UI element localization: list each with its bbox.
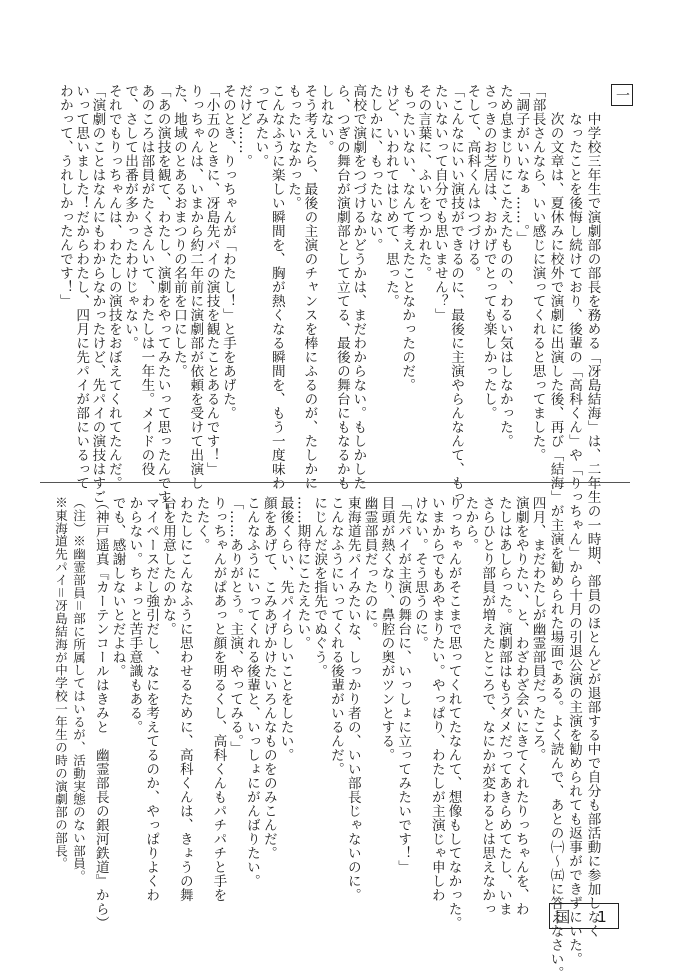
upper-line: いって思いました！だからわたし、四月に先パイが部にいるって (73, 84, 90, 490)
upper-line: で、さして出番が多かったわけじゃない。 (122, 84, 139, 350)
lower-line: 目頭が熱くなり、鼻腔の奥がツンとする。 (378, 496, 395, 762)
lower-line: こんなふうにいってくれる後輩と、いっしょにがんばりたい。 (243, 496, 260, 888)
lower-line: 「……ありがとう。主演、やってみる。」 (227, 496, 244, 756)
lower-line: たたく。 (193, 496, 210, 552)
upper-line: 「演劇のことはなんにもわからなかったけど、先パイの演技はすご (89, 84, 106, 504)
upper-line: そう考えたら、最後の主演のチャンスを棒にふるのが、たしかに (301, 84, 318, 490)
footnote-line: （注）※幽霊部員＝部に所属してはいるが、活動実態のない部員。 (71, 496, 87, 883)
upper-line: それでもりっちゃんは、わたしの演技をおぼえてくれてたんだ。 (105, 84, 122, 490)
upper-line: たしかに、もったいない。 (366, 84, 383, 252)
page-number-badge: 国 1 (549, 903, 619, 929)
intro-line: なったことを後悔し続けており、後輩の「高科くん」や「りっちゃん」から十月の引退公演の主演を勧められても返事ができずにいた。 (566, 112, 583, 966)
lower-line: たから。 (462, 496, 479, 552)
lower-line: ……期待にこたえたい。 (294, 496, 311, 650)
lower-line: マイペースだし強引だし、なにを考えてるのか、やっぱりよくわ (143, 496, 160, 902)
upper-line: ってみたい。 (252, 84, 269, 168)
footnote-line: ※東海道先パイ＝冴島結海が中学校一年生の時の演劇部の部長。 (53, 496, 69, 871)
lower-line: わたしにこんなふうに思わせるために、高科くんは、きょうの舞 (176, 496, 193, 902)
upper-line: 「あの演技を観て、わたし、演劇をやってみたいって思ったんです！ (154, 84, 171, 518)
lower-line: 顔をあげて、こみあげかけたいろんなものをのみこんだ。 (260, 496, 277, 860)
question-number: 一 (611, 84, 633, 106)
upper-line: もったいなかった。 (285, 84, 302, 210)
upper-line: そして、高科くんはつづける。 (464, 84, 481, 280)
upper-line: あのころは部員がたくさんいて、わたしは一年生。メイドの役 (138, 84, 155, 476)
lower-line: 東海道先パイみたいな、しっかり者の、いい部長じゃないのに。 (344, 496, 361, 902)
intro-line: 中学校三年生で演劇部の部長を務める「冴島結海」は、二年生の一時期、部員のほとんどが退部する中で自分も部活動に参加しなく (584, 112, 601, 938)
lower-line: 台を用意したのかな。 (159, 496, 176, 636)
upper-line: もったいない、なんて考えたことなかったのだ。 (399, 84, 416, 392)
upper-line: けど、いわれてはじめて、思った。 (382, 84, 399, 308)
upper-line: しれない。 (317, 84, 334, 154)
upper-line: そのとき、りっちゃんが「わたし！」と手をあげた。 (219, 84, 236, 420)
section-divider (40, 482, 630, 483)
upper-line: ら、つぎの舞台が演劇部として立てる、最後の舞台にもなるかも (333, 84, 350, 490)
upper-line: わかって、うれしかったんです！」 (56, 84, 73, 308)
upper-line: りっちゃんは、いまから約二年前に演劇部が依頼を受けて出演し (187, 84, 204, 490)
upper-line: 「調子がいいなぁ……。」 (513, 84, 530, 246)
lower-line: からない。ちょっと苦手意識もある。 (126, 496, 143, 734)
upper-line: その言葉に、ふいをつかれた。 (415, 84, 432, 280)
lower-line: にじんだ涙を指先でぬぐう。 (311, 496, 328, 678)
lower-line: りっちゃんがそこまで思ってくれてたなんて、想像もしてなかった。 (445, 496, 462, 930)
upper-line: だけど……。 (236, 84, 253, 168)
lower-line: でも、感謝しないとだよね。 (109, 496, 126, 678)
lower-line: りっちゃんがぱあっと顔を明るくし、高科くんもパチパチと手を (210, 496, 227, 902)
upper-line: 「小五のときに、冴島先パイの演技を観たことあるんです！」 (203, 84, 220, 476)
upper-line: こんなふうに楽しい瞬間を、胸が熱くなる瞬間を、もう一度味わ (268, 84, 285, 490)
lower-line: いまからでもあやまりたい。やっぱり、わたしが主演じゃ申しわ (428, 496, 445, 902)
lower-line: 四月、まだわたしが幽霊部員だったころ。 (529, 496, 546, 762)
lower-line: 「先パイが主演の舞台に、いっしょに立ってみたいです！」 (395, 496, 412, 874)
upper-line: ため息まじりにこたえたものの、わるい気はしなかった。 (496, 84, 513, 448)
upper-line: 「部長さんなら、いい感じに演ってくれると思ってました。 (529, 84, 546, 462)
upper-line: さっきのお芝居は、おかげでとっても楽しかったし。 (480, 84, 497, 420)
upper-line: た、地域のとあるおまつりの名前を口にした。 (170, 84, 187, 378)
lower-line: こんなふうにいってくれる後輩がいるんだ。 (327, 496, 344, 776)
upper-line: 「こんなにいい演技ができるのに、最後に主演やらんなんて、もっ (448, 84, 465, 504)
lower-line: けない。そう思うのに。 (411, 496, 428, 650)
lower-line: さらひとり部員が増えたところで、なにかが変わるとは思えなかっ (479, 496, 496, 916)
upper-line: 高校で演劇をつづけるかどうかは、まだわからない。もしかした (350, 84, 367, 490)
lower-line: たしはあしらった。演劇部はもうダメだってあきらめてたし、いま (495, 496, 512, 916)
upper-line: たいないって自分でも思いません？」 (431, 84, 448, 322)
lower-line: 幽霊部員だったのに。 (361, 496, 378, 636)
intro-line: 次の文章は、夏休みに校外で演劇に出演した後、再び「結海」が主演を勧められた場面である。よく読んで、あとの㈠〜㈤に答えなさい。 (547, 112, 564, 980)
lower-line: 最後くらい、先パイらしいことをしたい。 (277, 496, 294, 762)
lower-line: 演劇をやりたい、と、わざわざ会いにきてくれたりっちゃんを、わ (512, 496, 529, 916)
lower-line: （神戸遥真『カーテンコールはきみと 幽霊部長の銀河鉄道』から） (92, 496, 109, 930)
